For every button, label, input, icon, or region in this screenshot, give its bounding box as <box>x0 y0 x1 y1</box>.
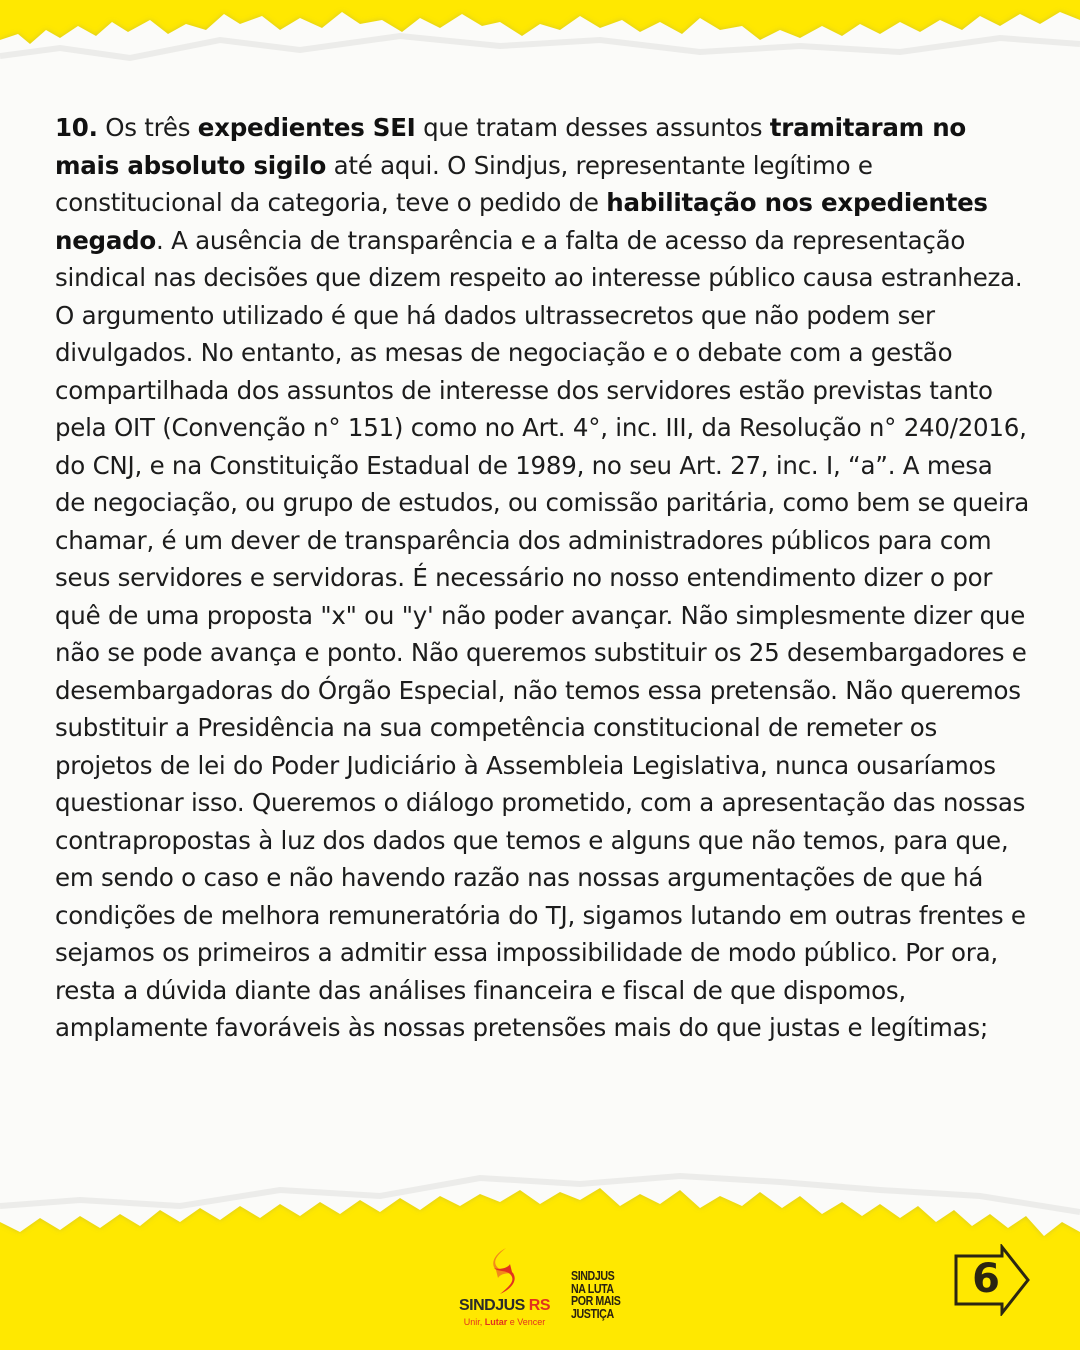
flame-s-icon <box>486 1248 522 1294</box>
tagline-strong: Lutar <box>484 1317 508 1327</box>
page-number: 6 <box>972 1256 1000 1302</box>
body-text-run: até aqui. O Sindjus, representante legítimo e constitucional da categoria, teve o pedido de <box>55 150 873 217</box>
emphasis-text: expedientes SEI <box>197 113 416 142</box>
tagline-part: Unir, <box>463 1317 485 1327</box>
body-text-run: que tratam desses assuntos <box>415 113 770 142</box>
body-text-run: . A ausência de transparência e a falta de acesso da representação sindical nas decisões que dizem respeito ao interesse público causa estranheza. O argumento utilizado é que há dados ultrassecretos que não podem ser divulgados. No entanto, as mesas de negociação e o debate com a gestão compartilhada dos assuntos de interesse dos servidores estão previstas tanto pela OIT (Convenção n° 151) como no Art. 4°, inc. III, da Resolução n° 240/2016, do CNJ, e na Constituição Estadual de 1989, no seu Art. 27, inc. I, “a”. A mesa de negociação, ou grupo de estudos, ou comissão paritária, como bem se queira chamar, é um dever de transparência dos administradores públicos para com seus servidores e servidoras. É necessário no nosso entendimento dizer o por quê de uma proposta "x" ou "y' não poder avançar. Não simplesmente dizer que não se pode avança e ponto. Não queremos substituir os 25 desembargadores e desembargadoras do Órgão Especial, não temos essa pretensão. Não queremos substituir a Presidência na sua competência constitucional de remeter os projetos de lei do Poder Judiciário à Assembleia Legislativa, nunca ousaríamos questionar isso. Queremos o diálogo prometido, com a apresentação das nossas contrapropostas à luz dos dados que temos e alguns que não temos, para que, em sendo o caso e não havendo razão nas nossas argumentações de que há condições de melhora remuneratória do TJ, sigamos lutando em outras frentes e sejamos os primeiros a admitir essa impossibilidade de modo público. Por ora, resta a dúvida diante das análises financeira e fiscal de que dispomos, amplamente favoráveis às nossas pretensões mais do que justas e legítimas; <box>55 225 1030 1042</box>
campaign-line: JUSTIÇA <box>571 1305 614 1321</box>
logo-name-suffix: RS <box>528 1297 551 1314</box>
logo-name-main: SINDJUS <box>458 1297 525 1314</box>
campaign-line: SINDJUS <box>571 1268 615 1283</box>
sindjus-rs-logo <box>452 1248 557 1334</box>
body-text-run: Os três <box>97 113 198 142</box>
logo-name <box>452 1297 557 1315</box>
logo-tagline <box>452 1317 557 1327</box>
emphasis-text: 10. <box>55 113 98 142</box>
emphasis-text: habilitação nos expedientes negado <box>55 188 988 255</box>
body-paragraph <box>55 109 1030 1047</box>
tagline-part: e Vencer <box>507 1317 546 1327</box>
campaign-line: NA LUTA <box>571 1280 614 1296</box>
campaign-wordmark <box>571 1270 628 1320</box>
campaign-line: POR MAIS <box>571 1293 621 1308</box>
emphasis-text: tramitaram no mais absoluto sigilo <box>55 113 966 180</box>
